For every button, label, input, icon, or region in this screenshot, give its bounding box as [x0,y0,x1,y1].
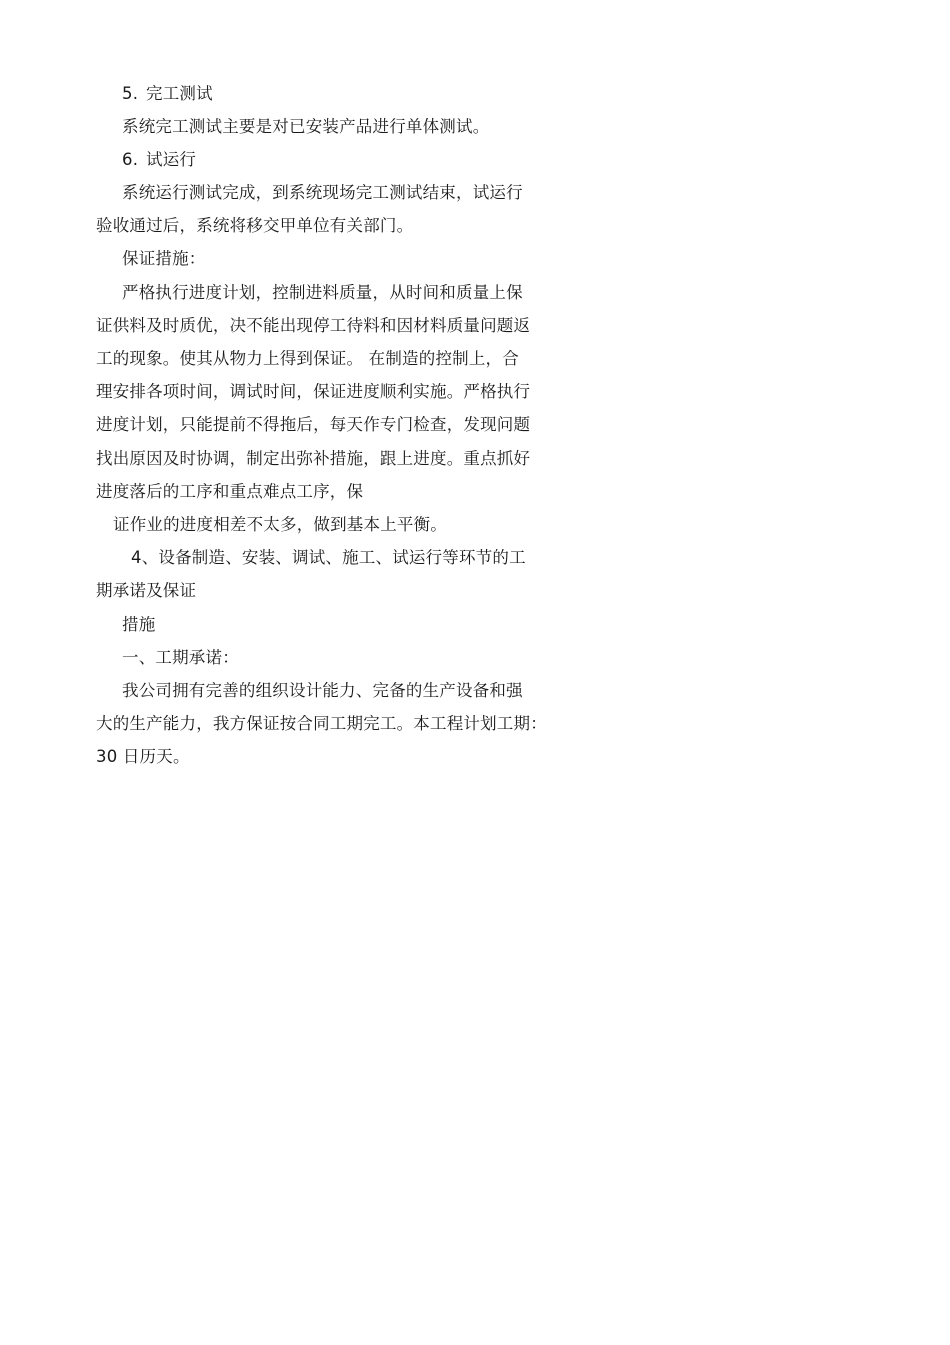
paragraph-line: 我公司拥有完善的组织设计能力、完备的生产设备和强 [122,681,523,700]
heading-text: 试运行 [146,150,197,169]
paragraph-line: 进度计划，只能提前不得拖后，每天作专门检查，发现问题 [96,415,531,434]
paragraph-line: 系统运行测试完成，到系统现场完工测试结束，试运行 [122,183,523,202]
heading-5 [122,83,213,105]
section-heading: 4、设备制造、安装、调试、施工、试运行等环节的工 [131,548,526,567]
section-heading-continued: 期承诺及保证 [96,581,197,600]
paragraph-line: 找出原因及时协调，制定出弥补措施，跟上进度。重点抓好 [96,449,531,468]
paragraph-line: 系统完工测试主要是对已安装产品进行单体测试。 [122,117,490,136]
section-heading: 保证措施： [122,249,206,268]
paragraph-line: 验收通过后，系统将移交甲单位有关部门。 [96,216,414,235]
heading-text: 完工测试 [146,84,213,103]
paragraph-line: 理安排各项时间，调试时间，保证进度顺利实施。严格执行 [96,382,531,401]
subsection-heading: 一、工期承诺： [122,648,239,667]
paragraph-line: 工的现象。使其从物力上得到保证。 在制造的控制上，合 [96,349,519,368]
section-heading-continued: 措施 [122,615,156,634]
heading-number: 5. [122,84,139,103]
heading-number: 6. [122,150,139,169]
paragraph-line: 严格执行进度计划，控制进料质量，从时间和质量上保 [122,283,523,302]
paragraph-line: 进度落后的工序和重点难点工序，保 [96,482,364,501]
heading-6 [122,149,196,171]
paragraph-line: 证供料及时质优，决不能出现停工待料和因材料质量问题返 [96,316,531,335]
paragraph-line: 30 日历天。 [96,747,190,766]
paragraph-line: 证作业的进度相差不太多，做到基本上平衡。 [113,515,447,534]
paragraph-line: 大的生产能力，我方保证按合同工期完工。本工程计划工期： [96,714,547,733]
